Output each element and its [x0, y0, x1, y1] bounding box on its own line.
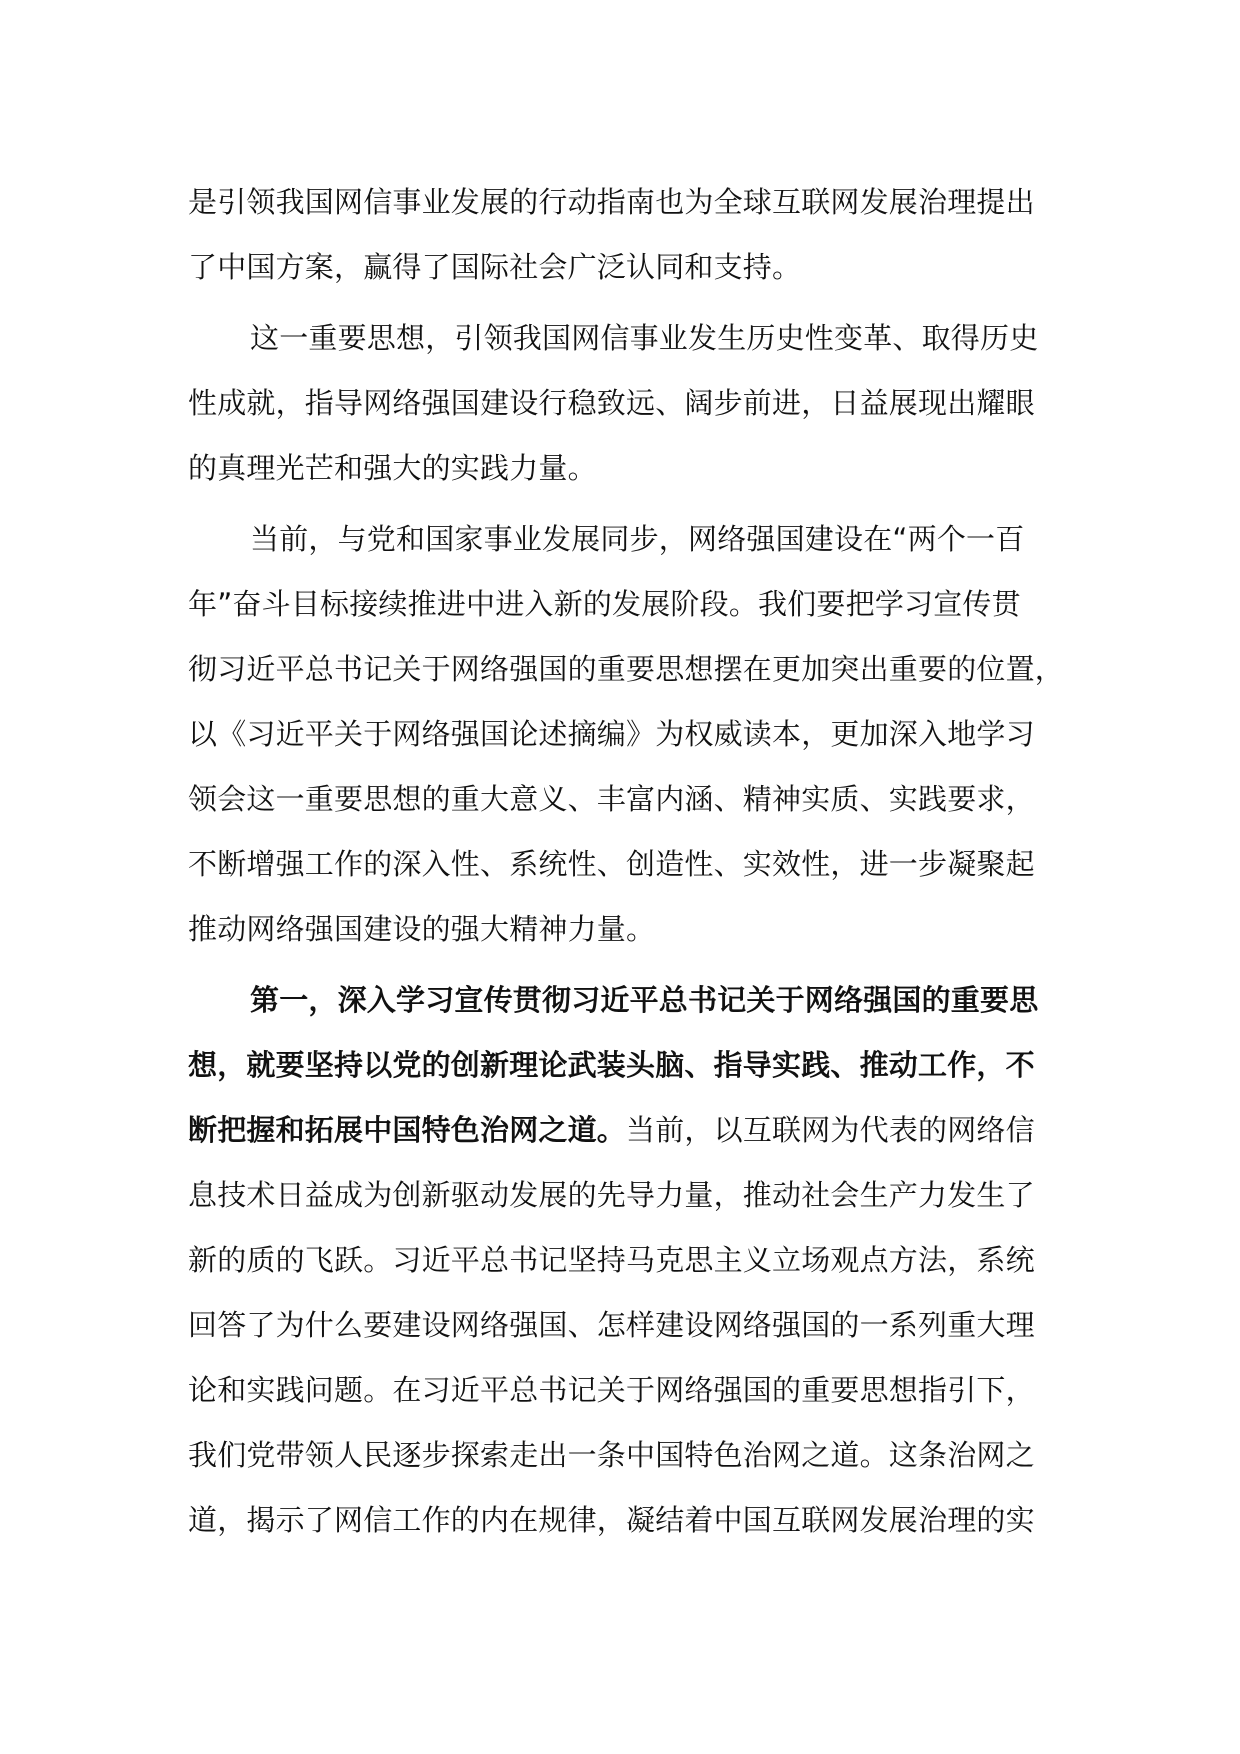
text-line: 这一重要思想，引领我国网信事业发生历史性变革、取得历史 [250, 321, 1039, 355]
text-line: 回答了为什么要建设网络强国、怎样建设网络强国的一系列重大理 [188, 1308, 1035, 1342]
text-line: 的真理光芒和强大的实践力量。 [188, 451, 597, 485]
text-line: 领会这一重要思想的重大意义、丰富内涵、精神实质、实践要求， [188, 782, 1035, 816]
text-line: 是引领我国网信事业发展的行动指南也为全球互联网发展治理提出 [188, 185, 1035, 219]
text-line: 推动网络强国建设的强大精神力量。 [188, 912, 656, 946]
text-line: 了中国方案，赢得了国际社会广泛认同和支持。 [188, 250, 802, 284]
text-segment: 当前，以互联网为代表的网络信 [626, 1113, 1035, 1147]
text-line: 新的质的飞跃。习近平总书记坚持马克思主义立场观点方法，系统 [188, 1243, 1035, 1277]
text-line: 以《习近平关于网络强国论述摘编》为权威读本，更加深入地学习 [188, 717, 1035, 751]
text-line: 彻习近平总书记关于网络强国的重要思想摆在更加突出重要的位置， [188, 652, 1065, 686]
mixed-text-line [188, 1098, 1068, 1163]
bold-text-segment: 断把握和拓展中国特色治网之道。 [188, 1113, 627, 1147]
body-text [188, 170, 1068, 1559]
text-line: 我们党带领人民逐步探索走出一条中国特色治网之道。这条治网之 [188, 1438, 1035, 1472]
paragraph-2 [188, 306, 1068, 501]
bold-text-line: 第一，深入学习宣传贯彻习近平总书记关于网络强国的重要思 [250, 983, 1039, 1017]
text-line: 当前，与党和国家事业发展同步，网络强国建设在“两个一百 [250, 522, 1025, 556]
paragraph-1 [188, 170, 1068, 300]
text-line: 不断增强工作的深入性、系统性、创造性、实效性，进一步凝聚起 [188, 847, 1035, 881]
text-line: 性成就，指导网络强国建设行稳致远、阔步前进，日益展现出耀眼 [188, 386, 1035, 420]
text-line: 年”奋斗目标接续推进中进入新的发展阶段。我们要把学习宣传贯 [188, 587, 1021, 621]
text-line: 论和实践问题。在习近平总书记关于网络强国的重要思想指引下， [188, 1373, 1035, 1407]
text-line: 息技术日益成为创新驱动发展的先导力量，推动社会生产力发生了 [188, 1178, 1035, 1212]
paragraph-3 [188, 507, 1068, 962]
paragraph-4 [188, 968, 1068, 1553]
bold-text-line: 想，就要坚持以党的创新理论武装头脑、指导实践、推动工作，不 [188, 1048, 1035, 1082]
text-line: 道，揭示了网信工作的内在规律，凝结着中国互联网发展治理的实 [188, 1503, 1035, 1537]
